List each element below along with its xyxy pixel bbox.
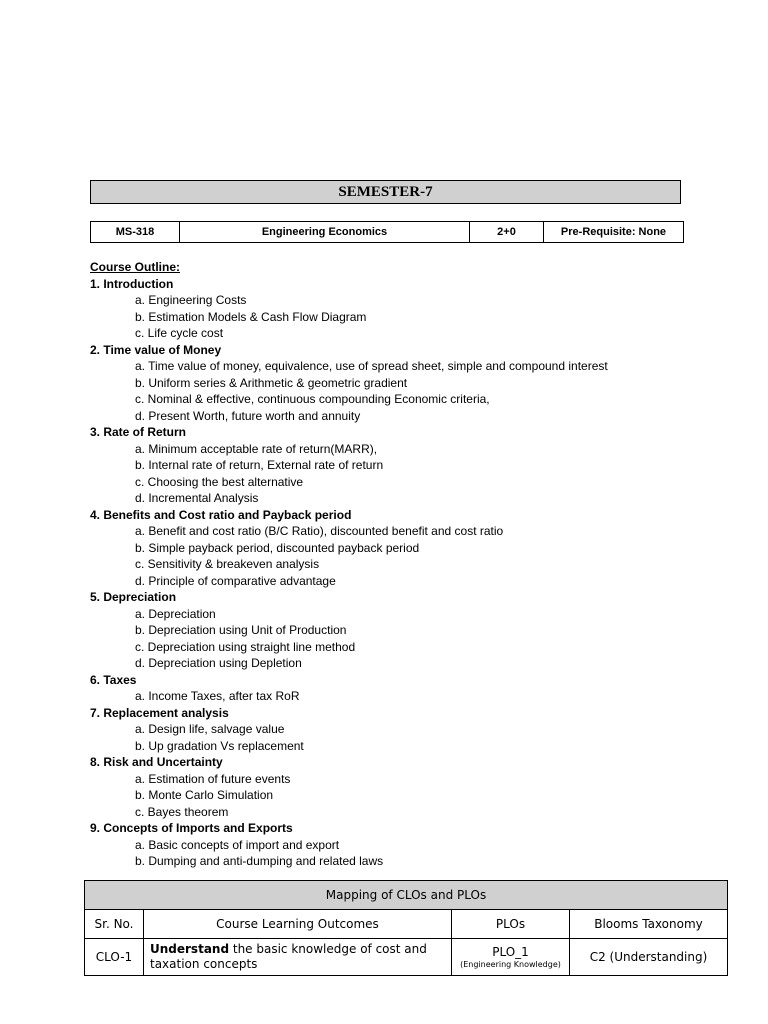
outline-item: b. Depreciation using Unit of Production: [135, 623, 347, 637]
mapping-header-row: [85, 910, 728, 939]
outline-item: c. Choosing the best alternative: [135, 474, 304, 489]
outline-item: b. Simple payback period, discounted payback period: [135, 540, 420, 555]
outline-heading: Course Outline:: [90, 260, 181, 274]
plo-label: PLO_1: [492, 944, 529, 959]
outline-item: c. Bayes theorem: [135, 804, 229, 819]
outline-item: a. Time value of money, equivalence, use of spread sheet, simple and compound interest: [135, 359, 608, 373]
course-info-table: [90, 221, 684, 243]
outline-section-title: 6. Taxes: [90, 672, 137, 687]
course-name: Engineering Economics: [180, 222, 470, 243]
header-outcomes: Course Learning Outcomes: [144, 910, 452, 939]
table-row: [85, 939, 728, 976]
outline-section-title: 5. Depreciation: [90, 590, 177, 604]
outline-item: d. Depreciation using Depletion: [135, 656, 302, 670]
outline-item: a. Benefit and cost ratio (B/C Ratio), discounted benefit and cost ratio: [135, 524, 504, 538]
outline-item: d. Present Worth, future worth and annuity: [135, 408, 361, 423]
outline-section-title: 9. Concepts of Imports and Exports: [90, 821, 293, 835]
outline-item: b. Uniform series & Arithmetic & geometric gradient: [135, 375, 408, 390]
clo-blooms: C2 (Understanding): [570, 939, 728, 976]
clo-outcome: [144, 939, 452, 976]
outline-item: b. Monte Carlo Simulation: [135, 788, 274, 802]
outline-item: a. Engineering Costs: [135, 293, 247, 307]
outline-item: a. Basic concepts of import and export: [135, 837, 340, 852]
course-credits: 2+0: [470, 222, 544, 243]
outline-item: a. Depreciation: [135, 606, 216, 621]
course-prerequisite: Pre-Requisite: None: [544, 222, 684, 243]
header-sr-no: Sr. No.: [85, 910, 144, 939]
outcome-text: the basic knowledge of cost and taxation concepts: [150, 942, 427, 971]
outline-item: a. Design life, salvage value: [135, 722, 285, 736]
clo-plo: [452, 939, 570, 976]
outline-item: d. Principle of comparative advantage: [135, 573, 336, 588]
mapping-title: Mapping of CLOs and PLOs: [85, 881, 728, 910]
outline-item: b. Internal rate of return, External rate of return: [135, 458, 384, 472]
clo-number: CLO-1: [85, 939, 144, 976]
outline-item: a. Income Taxes, after tax RoR: [135, 689, 300, 703]
outline-item: c. Sensitivity & breakeven analysis: [135, 557, 320, 571]
outline-item: c. Nominal & effective, continuous compounding Economic criteria,: [135, 392, 490, 406]
semester-title: SEMESTER-7: [90, 180, 681, 204]
outline-section-title: 4. Benefits and Cost ratio and Payback period: [90, 507, 352, 522]
header-plos: PLOs: [452, 910, 570, 939]
outline-item: b. Estimation Models & Cash Flow Diagram: [135, 309, 367, 324]
course-info-row: [91, 222, 684, 243]
outline-item: d. Incremental Analysis: [135, 491, 259, 505]
outline-section-title: 7. Replacement analysis: [90, 705, 229, 720]
outline-item: b. Dumping and anti-dumping and related laws: [135, 854, 384, 868]
clo-plo-mapping-table: [84, 880, 728, 976]
mapping-title-row: [85, 881, 728, 910]
outline-section-title: 3. Rate of Return: [90, 425, 187, 439]
course-outline: [90, 259, 730, 870]
outline-section-title: 8. Risk and Uncertainty: [90, 755, 223, 769]
outcome-verb: Understand: [150, 942, 230, 956]
outline-section-title: 1. Introduction: [90, 276, 174, 291]
outline-section-title: 2. Time value of Money: [90, 342, 222, 357]
plo-note: (Engineering Knowledge): [460, 959, 561, 969]
course-code: MS-318: [91, 222, 180, 243]
outline-item: b. Up gradation Vs replacement: [135, 738, 304, 753]
outline-item: c. Life cycle cost: [135, 326, 224, 340]
outline-item: a. Minimum acceptable rate of return(MARR),: [135, 441, 378, 456]
outline-item: a. Estimation of future events: [135, 771, 291, 786]
outline-sections: [90, 276, 730, 870]
outline-item: c. Depreciation using straight line method: [135, 639, 356, 654]
header-blooms: Blooms Taxonomy: [570, 910, 728, 939]
